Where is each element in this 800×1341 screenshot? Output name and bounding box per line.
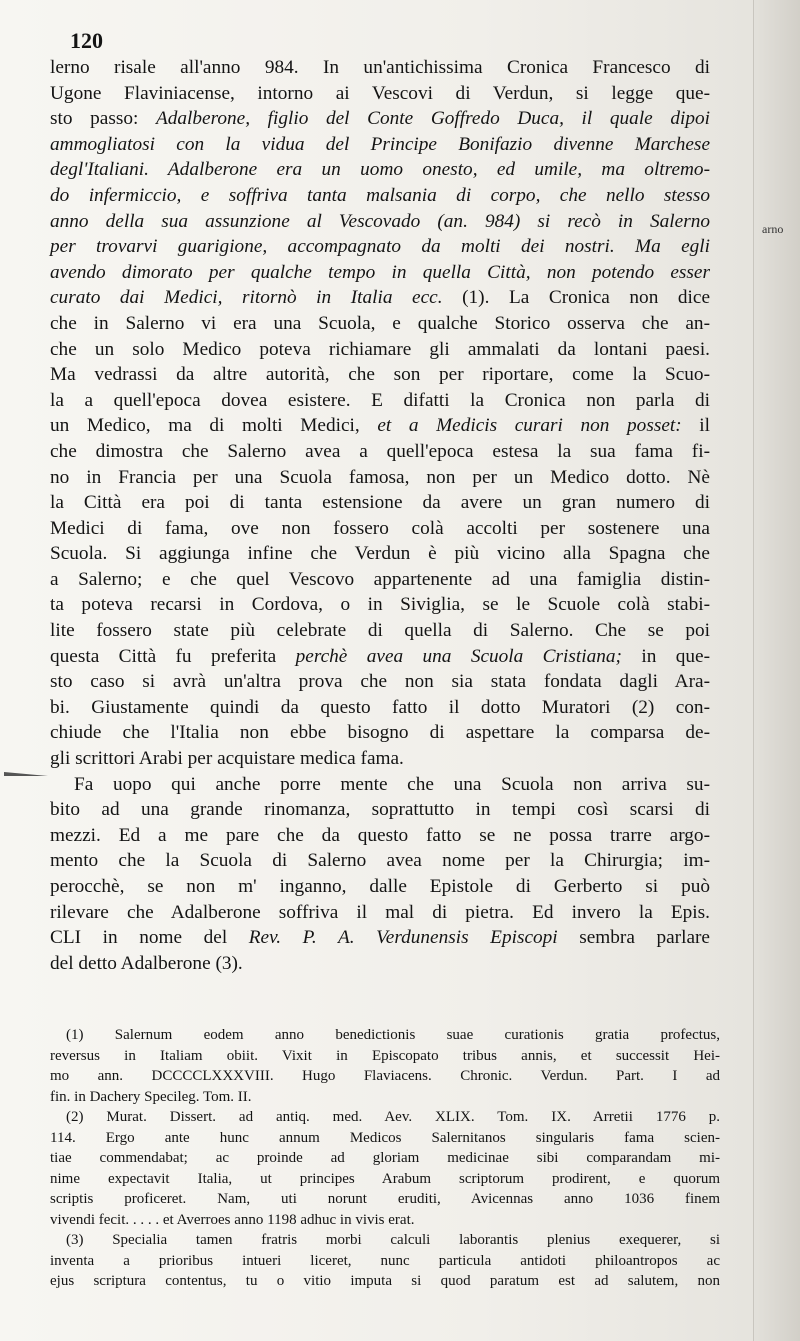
text-line [50, 900, 710, 926]
text-line [50, 644, 710, 670]
text-line [50, 132, 710, 158]
text-segment: Scuola. Si aggiunga infine che Verdun è più vicino alla Spagna che [50, 543, 710, 565]
margin-annotation: arno [762, 222, 784, 236]
text-line [50, 413, 710, 439]
text-segment: che un solo Medico poteva richiamare gli ammalati da lontani paesi. [50, 338, 710, 360]
text-segment: Ma vedrassi da altre autorità, che son per riportare, come la Scuo- [50, 364, 710, 386]
text-segment: che in Salerno vi era una Scuola, e qualche Storico osserva che an- [50, 312, 710, 334]
text-segment: lerno risale all'anno 984. In un'antichissima Cronica Francesco di [50, 57, 710, 78]
text-segment: mento che la Scuola di Salerno avea nome per la Chirurgia; im- [50, 850, 710, 872]
footnote-line: (3) Specialia tamen fratris morbi calculi laborantis plenius exequerer, si [66, 1232, 720, 1248]
text-line [50, 823, 710, 849]
text-line [50, 541, 710, 567]
text-segment: (1). La Cronica non dice [442, 287, 711, 309]
text-line [50, 567, 710, 593]
italic-segment: curato dai Medici, ritornò in Italia ecc. [50, 287, 443, 309]
text-segment: la a quell'epoca dovea esistere. E difatti la Cronica non parla di [50, 389, 710, 411]
main-text [50, 55, 710, 976]
italic-segment: do infermiccio, e soffriva tanta malsania di corpo, che nello stesso [50, 184, 710, 206]
text-line [50, 695, 710, 721]
italic-segment: per trovarvi guarigione, accompagnato da molti dei nostri. Ma egli [50, 236, 710, 258]
text-line [50, 81, 710, 107]
text-segment: mezzi. Ed a me pare che da questo fatto se ne possa trarre argo- [50, 824, 710, 846]
text-line [50, 311, 710, 337]
footnote-line: reversus in Italiam obiit. Vixit in Episcopato tribus annis, et successit Hei- [50, 1047, 720, 1064]
text-line [50, 388, 710, 414]
text-segment: la Città era poi di tanta estensione da avere un gran numero di [50, 492, 710, 514]
footnote-line: vivendi fecit. . . . . et Averroes anno 1198 adhuc in vivis erat. [50, 1211, 415, 1228]
text-line [50, 209, 710, 235]
text-line [50, 925, 710, 951]
text-segment: bito ad una grande rinomanza, soprattutto in tempi così scarsi di [50, 799, 710, 821]
text-segment: Fa uopo qui anche porre mente che una Scuola non arriva su- [74, 773, 710, 795]
text-segment: sto caso si avrà un'altra prova che non sia stata fondata dagli Ara- [50, 671, 710, 693]
text-line [50, 337, 710, 363]
text-segment: chiude che l'Italia non ebbe bisogno di aspettare la comparsa de- [50, 722, 710, 744]
footnote-line: inventa a prioribus intueri liceret, nunc particula antidoti philoantropos ac [50, 1252, 720, 1269]
text-line [50, 746, 710, 772]
text-segment: questa Città fu preferita [50, 645, 296, 667]
text-segment: un Medico, ma di molti Medici, [50, 415, 378, 437]
text-line [50, 951, 710, 977]
text-segment: gli scrittori Arabi per acquistare medica fama. [50, 748, 404, 770]
italic-segment: degl'Italiani. Adalberone era un uomo onesto, ed umile, ma oltremo- [50, 159, 710, 181]
footnote-line: mo ann. DCCCCLXXXVIII. Hugo Flaviacens. Chronic. Verdun. Part. I ad [50, 1068, 720, 1084]
text-line [50, 465, 710, 491]
text-line [50, 797, 710, 823]
text-line [50, 362, 710, 388]
italic-segment: perchè avea una Scuola Cristiana; [295, 645, 622, 667]
text-line [50, 106, 710, 132]
text-line [50, 669, 710, 695]
italic-segment: et a Medicis curari non posset: [377, 415, 682, 437]
text-segment: no in Francia per una Scuola famosa, non per un Medico dotto. Nè [50, 466, 710, 488]
text-line [50, 874, 710, 900]
footnotes [50, 1025, 720, 1292]
text-line [50, 592, 710, 618]
text-segment: a Salerno; e che quel Vescovo appartenente ad una famiglia distin- [50, 568, 710, 590]
text-line [50, 260, 710, 286]
italic-segment: ammogliatosi con la vidua del Principe Bonifazio divenne Marchese [50, 133, 710, 155]
italic-segment: Adalberone, figlio del Conte Goffredo Duca, il quale dipoi [155, 108, 710, 130]
text-segment: Ugone Flaviniacense, intorno ai Vescovi di Verdun, si legge que- [50, 82, 710, 104]
text-segment: rilevare che Adalberone soffriva il mal di pietra. Ed invero la Epis. [50, 901, 710, 923]
footnote-line: fin. in Dachery Specileg. Tom. II. [50, 1088, 252, 1105]
footnote-line: nime expectavit Italia, ut principes Arabum scriptorum prodirent, e quorum [50, 1170, 720, 1187]
text-segment: Medici di fama, ove non fossero colà accolti per sostenere una [50, 517, 710, 539]
footnote-line: (2) Murat. Dissert. ad antiq. med. Aev. XLIX. Tom. IX. Arretii 1776 p. [66, 1109, 720, 1125]
page-number: 120 [70, 28, 103, 53]
text-segment: ta poteva recarsi in Cordova, o in Siviglia, se le Scuole colà stabi- [50, 594, 710, 616]
margin-pointer-mark [4, 770, 48, 778]
text-line [50, 183, 710, 209]
footnote-line: tiae commendabat; ac proinde ad gloriam medicinae sibi comparandam mi- [50, 1150, 720, 1166]
text-line [50, 234, 710, 260]
page-edge [753, 0, 800, 1341]
text-segment: il [681, 415, 710, 437]
footnote-line: (1) Salernum eodem anno benedictionis suae curationis gratia profectus, [66, 1027, 720, 1043]
text-line [50, 720, 710, 746]
text-line [50, 439, 710, 465]
footnote-line: scriptis proficeret. Nam, uti norunt eruditi, Avicennas anno 1036 finem [50, 1191, 720, 1207]
text-line [50, 848, 710, 874]
text-line [50, 618, 710, 644]
text-segment: che dimostra che Salerno avea a quell'epoca estesa la sua fama fi- [50, 440, 710, 462]
footnote-line: ejus scriptura contentus, tu o vitio imputa si quod paratum est ad salutem, non [50, 1273, 720, 1289]
italic-segment: anno della sua assunzione al Vescovado (an. 984) si recò in Salerno [50, 210, 710, 232]
text-segment: perocchè, se non m' inganno, dalle Epistole di Gerberto si può [50, 876, 710, 897]
text-line [50, 772, 710, 798]
text-segment: sembra parlare [557, 927, 710, 949]
text-line [50, 285, 710, 311]
text-segment: del detto Adalberone (3). [50, 952, 243, 974]
text-segment: in que- [621, 645, 710, 667]
text-segment: bi. Giustamente quindi da questo fatto il dotto Muratori (2) con- [50, 696, 710, 718]
text-line [50, 157, 710, 183]
footnote-line: 114. Ergo ante hunc annum Medicos Salernitanos singularis fama scien- [50, 1129, 720, 1146]
text-segment: sto passo: [50, 108, 156, 130]
italic-segment: Rev. P. A. Verdunensis Episcopi [248, 927, 558, 949]
text-segment: CLI in nome del [50, 927, 249, 949]
text-line [50, 516, 710, 542]
text-line [50, 55, 710, 81]
text-segment: lite fossero state più celebrate di quella di Salerno. Che se poi [50, 620, 710, 642]
italic-segment: avendo dimorato per qualche tempo in quella Città, non potendo esser [50, 261, 710, 283]
text-line [50, 490, 710, 516]
